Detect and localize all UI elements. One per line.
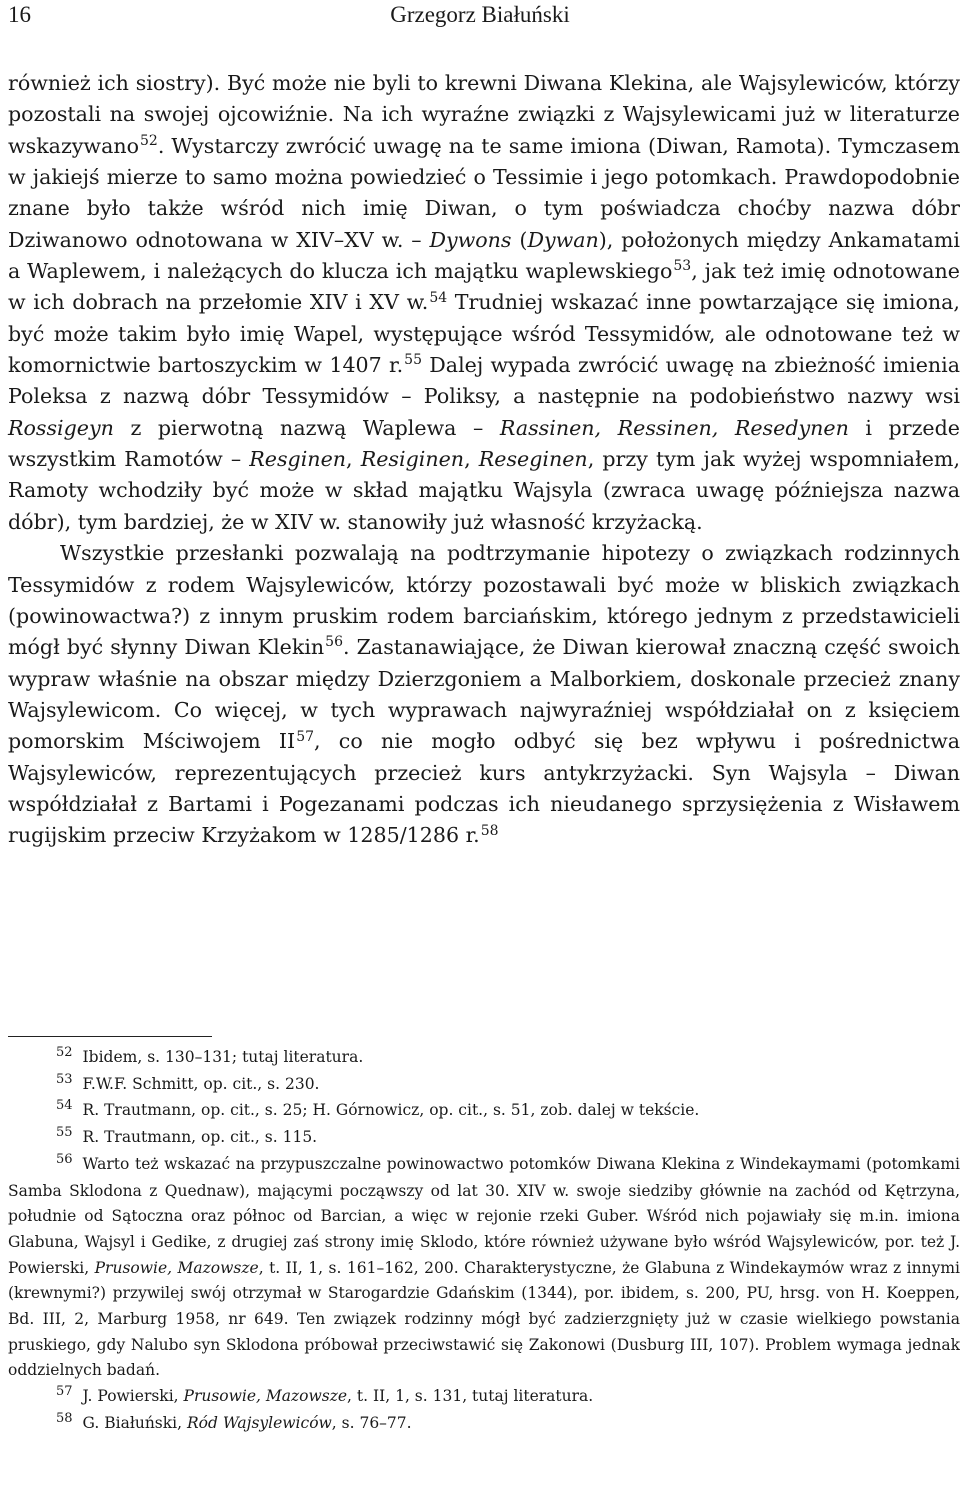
text-run: , xyxy=(464,447,479,472)
footnote-italic-title: Prusowie, Mazowsze xyxy=(94,1258,259,1277)
footnote-number: 54 xyxy=(56,1098,73,1114)
text-run: z pierwotną nazwą Waplewa – xyxy=(113,415,500,440)
text-run: , jak też imię odnotowane w ich dobrach na przełomie XIV i XV w. xyxy=(8,259,960,315)
footnote-text: Warto też wskazać na przypuszczalne powinowactwo potomków Diwana Klekina z Windekaymami (potomkami Samba Sklodona z Quednaw), mającymi począwszy od lat 30. XIV w. swoje siedziby głównie na zachód od Kętrzyna, południe od Sątocznа oraz północ od Barcian, a więc w rejonie rzeki Guber. Wśród nich pojawiały się m.in. imiona Glabuna, Wajsyl i Gedike, z drugiej zaś strony imię Sklodo, które również używane było wśród Wajsylewiców, por. też J. Powierski, xyxy=(8,1154,960,1277)
footnote-number: 58 xyxy=(56,1410,73,1426)
paragraph-2 xyxy=(8,538,960,851)
footnote-text: J. Powierski, xyxy=(82,1387,184,1406)
paragraph-1 xyxy=(8,68,960,538)
main-text xyxy=(8,68,960,852)
italic-term: Resiginen xyxy=(360,447,465,472)
footnote-ref-55[interactable]: 55 xyxy=(404,352,422,369)
footnote-text: R. Trautmann, op. cit., s. 115. xyxy=(82,1128,318,1147)
footnote-52 xyxy=(8,1045,960,1072)
italic-term: Rassinen, Ressinen, Resedynen xyxy=(499,415,849,440)
footnote-ref-56[interactable]: 56 xyxy=(325,634,343,651)
footnote-number: 55 xyxy=(56,1125,73,1141)
footnote-number: 57 xyxy=(56,1384,73,1400)
text-run: . Zastanawiające, że Diwan kierował znaczną część swoich wypraw właśnie na obszar między Dzierzgoniem a Malborkiem, doskonale przecież znany Wajsylewicom. Co więcej, w tych wyprawach najwyraźniej współdziałał on z księciem pomorskim Mściwojem II xyxy=(8,635,960,754)
footnote-ref-58[interactable]: 58 xyxy=(480,822,499,839)
footnote-text: F.W.F. Schmitt, op. cit., s. 230. xyxy=(82,1074,320,1093)
text-run: Wszystkie przesłanki pozwalają na podtrzymanie hipotezy o związkach rodzinnych Tessymidów z rodem Wajsylewiców, którzy pozostawali być może w bliskich związkach (powinowactwa?) z innym pruskim rodem barciańskim, którego jednym z przedstawicieli mógł być słynny Diwan Klekin xyxy=(8,541,960,660)
footnote-text: R. Trautmann, op. cit., s. 25; H. Górnowicz, op. cit., s. 51, zob. dalej w tekście. xyxy=(82,1101,700,1120)
italic-term: Resginen xyxy=(249,447,347,472)
footnote-ref-53[interactable]: 53 xyxy=(673,258,692,275)
italic-term: Dywons xyxy=(429,227,512,252)
footnote-ref-57[interactable]: 57 xyxy=(296,728,315,745)
text-run: ), położonych między Ankamatami a Waplewem, i należących do klucza ich majątku waplewskiego xyxy=(8,227,960,284)
footnote-text: , t. II, 1, s. 131, tutaj literatura. xyxy=(347,1387,594,1406)
text-run: Trudniej wskazać inne powtarzające się imiona, być może takim było imię Wapel, występujące wśród Tessymidów, ale odnotowane też w komornictwie bartoszyckim w 1407 r. xyxy=(8,290,960,378)
footnote-text: Ibidem, s. 130–131; tutaj literatura. xyxy=(82,1048,364,1066)
text-run: ( xyxy=(511,227,528,252)
footnote-text: , t. II, 1, s. 161–162, 200. Charakterystyczne, że Glabuna z Windekaymów wraz z innymi (krewnymi?) przywilej swój otrzymał w Starogardzie Gdańskim (1344), por. ibidem, s. 200, PU, hrsg. von H. Koeppen, Bd. III, 2, Marburg 1958, nr 649. Ten związek rodzinny mógł być zadzierzgnięty już w czasie wielkiego powstania pruskiego, gdy Nalubo syn Sklodona próbował przeciwstawić się Zakonowi (Dusburg III, 107). Problem wymaga jednak oddzielnych badań. xyxy=(8,1258,960,1380)
text-run: również ich siostry). Być może nie byli to krewni Diwana Klekina, ale Wajsylewiców, którzy pozostali na swojej ojcowiźnie. Na ich wyraźne związki z Wajsylewicami już w literaturze wskazywano xyxy=(8,71,960,158)
text-run: , co nie mogło odbyć się bez wpływu i pośrednictwa Wajsylewiców, reprezentujących przecież kurs antykrzyżacki. Syn Wajsyla – Diwan współdziałał z Bartami i Pogezanami podczas ich nieudanego sprzysiężenia z Wisławem rugijskim przeciw Krzyżakom w 1285/1286 r. xyxy=(8,729,960,848)
footnote-53 xyxy=(8,1072,960,1099)
footnote-italic-title: Prusowie, Mazowsze xyxy=(183,1387,348,1406)
footnote-italic-title: Ród Wajsylewiców xyxy=(186,1413,332,1432)
footnote-54 xyxy=(8,1098,960,1125)
footnote-text: G. Białuński, xyxy=(82,1413,187,1432)
italic-term: Dywan xyxy=(527,227,599,252)
footnote-separator xyxy=(8,1036,212,1037)
italic-term: Rossigeyn xyxy=(8,415,114,440)
italic-term: Reseginen xyxy=(478,447,588,472)
page-header xyxy=(8,2,952,32)
running-head-author: Grzegorz Białuński xyxy=(390,2,570,27)
text-run: . Wystarczy zwrócić uwagę na te same imiona (Diwan, Ramota). Tymczasem w jakiejś mierze to samo można powiedzieć o Tessimie i jego potomkach. Prawdopodobnie znane było także wśród nich imię Diwan, o tym poświadcza choćby nazwa dóbr Dziwanowo odnotowana w XIV–XV w. – xyxy=(8,133,960,252)
footnote-57 xyxy=(8,1384,960,1411)
footnote-number: 52 xyxy=(56,1045,73,1060)
footnotes xyxy=(8,1045,960,1438)
text-run: , xyxy=(346,447,361,472)
footnote-58 xyxy=(8,1411,960,1438)
footnote-ref-52[interactable]: 52 xyxy=(140,132,158,149)
footnote-55 xyxy=(8,1125,960,1152)
footnote-number: 56 xyxy=(56,1151,73,1167)
footnote-56 xyxy=(8,1152,960,1384)
footnote-number: 53 xyxy=(56,1071,73,1087)
text-run: , przy tym jak wyżej wspomniałem, Ramoty wchodziły być może w skład majątku Wajsyla (zwraca uwagę późniejsza nazwa dóbr), tym bardziej, że w XIV w. stanowiły już własność krzyżacką. xyxy=(8,447,960,534)
footnote-ref-54[interactable]: 54 xyxy=(429,289,448,306)
footnote-text: , s. 76–77. xyxy=(331,1413,412,1432)
text-run: i przede wszystkim Ramotów – xyxy=(8,415,960,472)
page-number: 16 xyxy=(8,2,31,27)
text-run: Dalej wypada zwrócić uwagę na zbieżność imienia Poleksa z nazwą dóbr Tessymidów – Poliksy, a następnie na podobieństwo nazwy wsi xyxy=(8,353,960,409)
